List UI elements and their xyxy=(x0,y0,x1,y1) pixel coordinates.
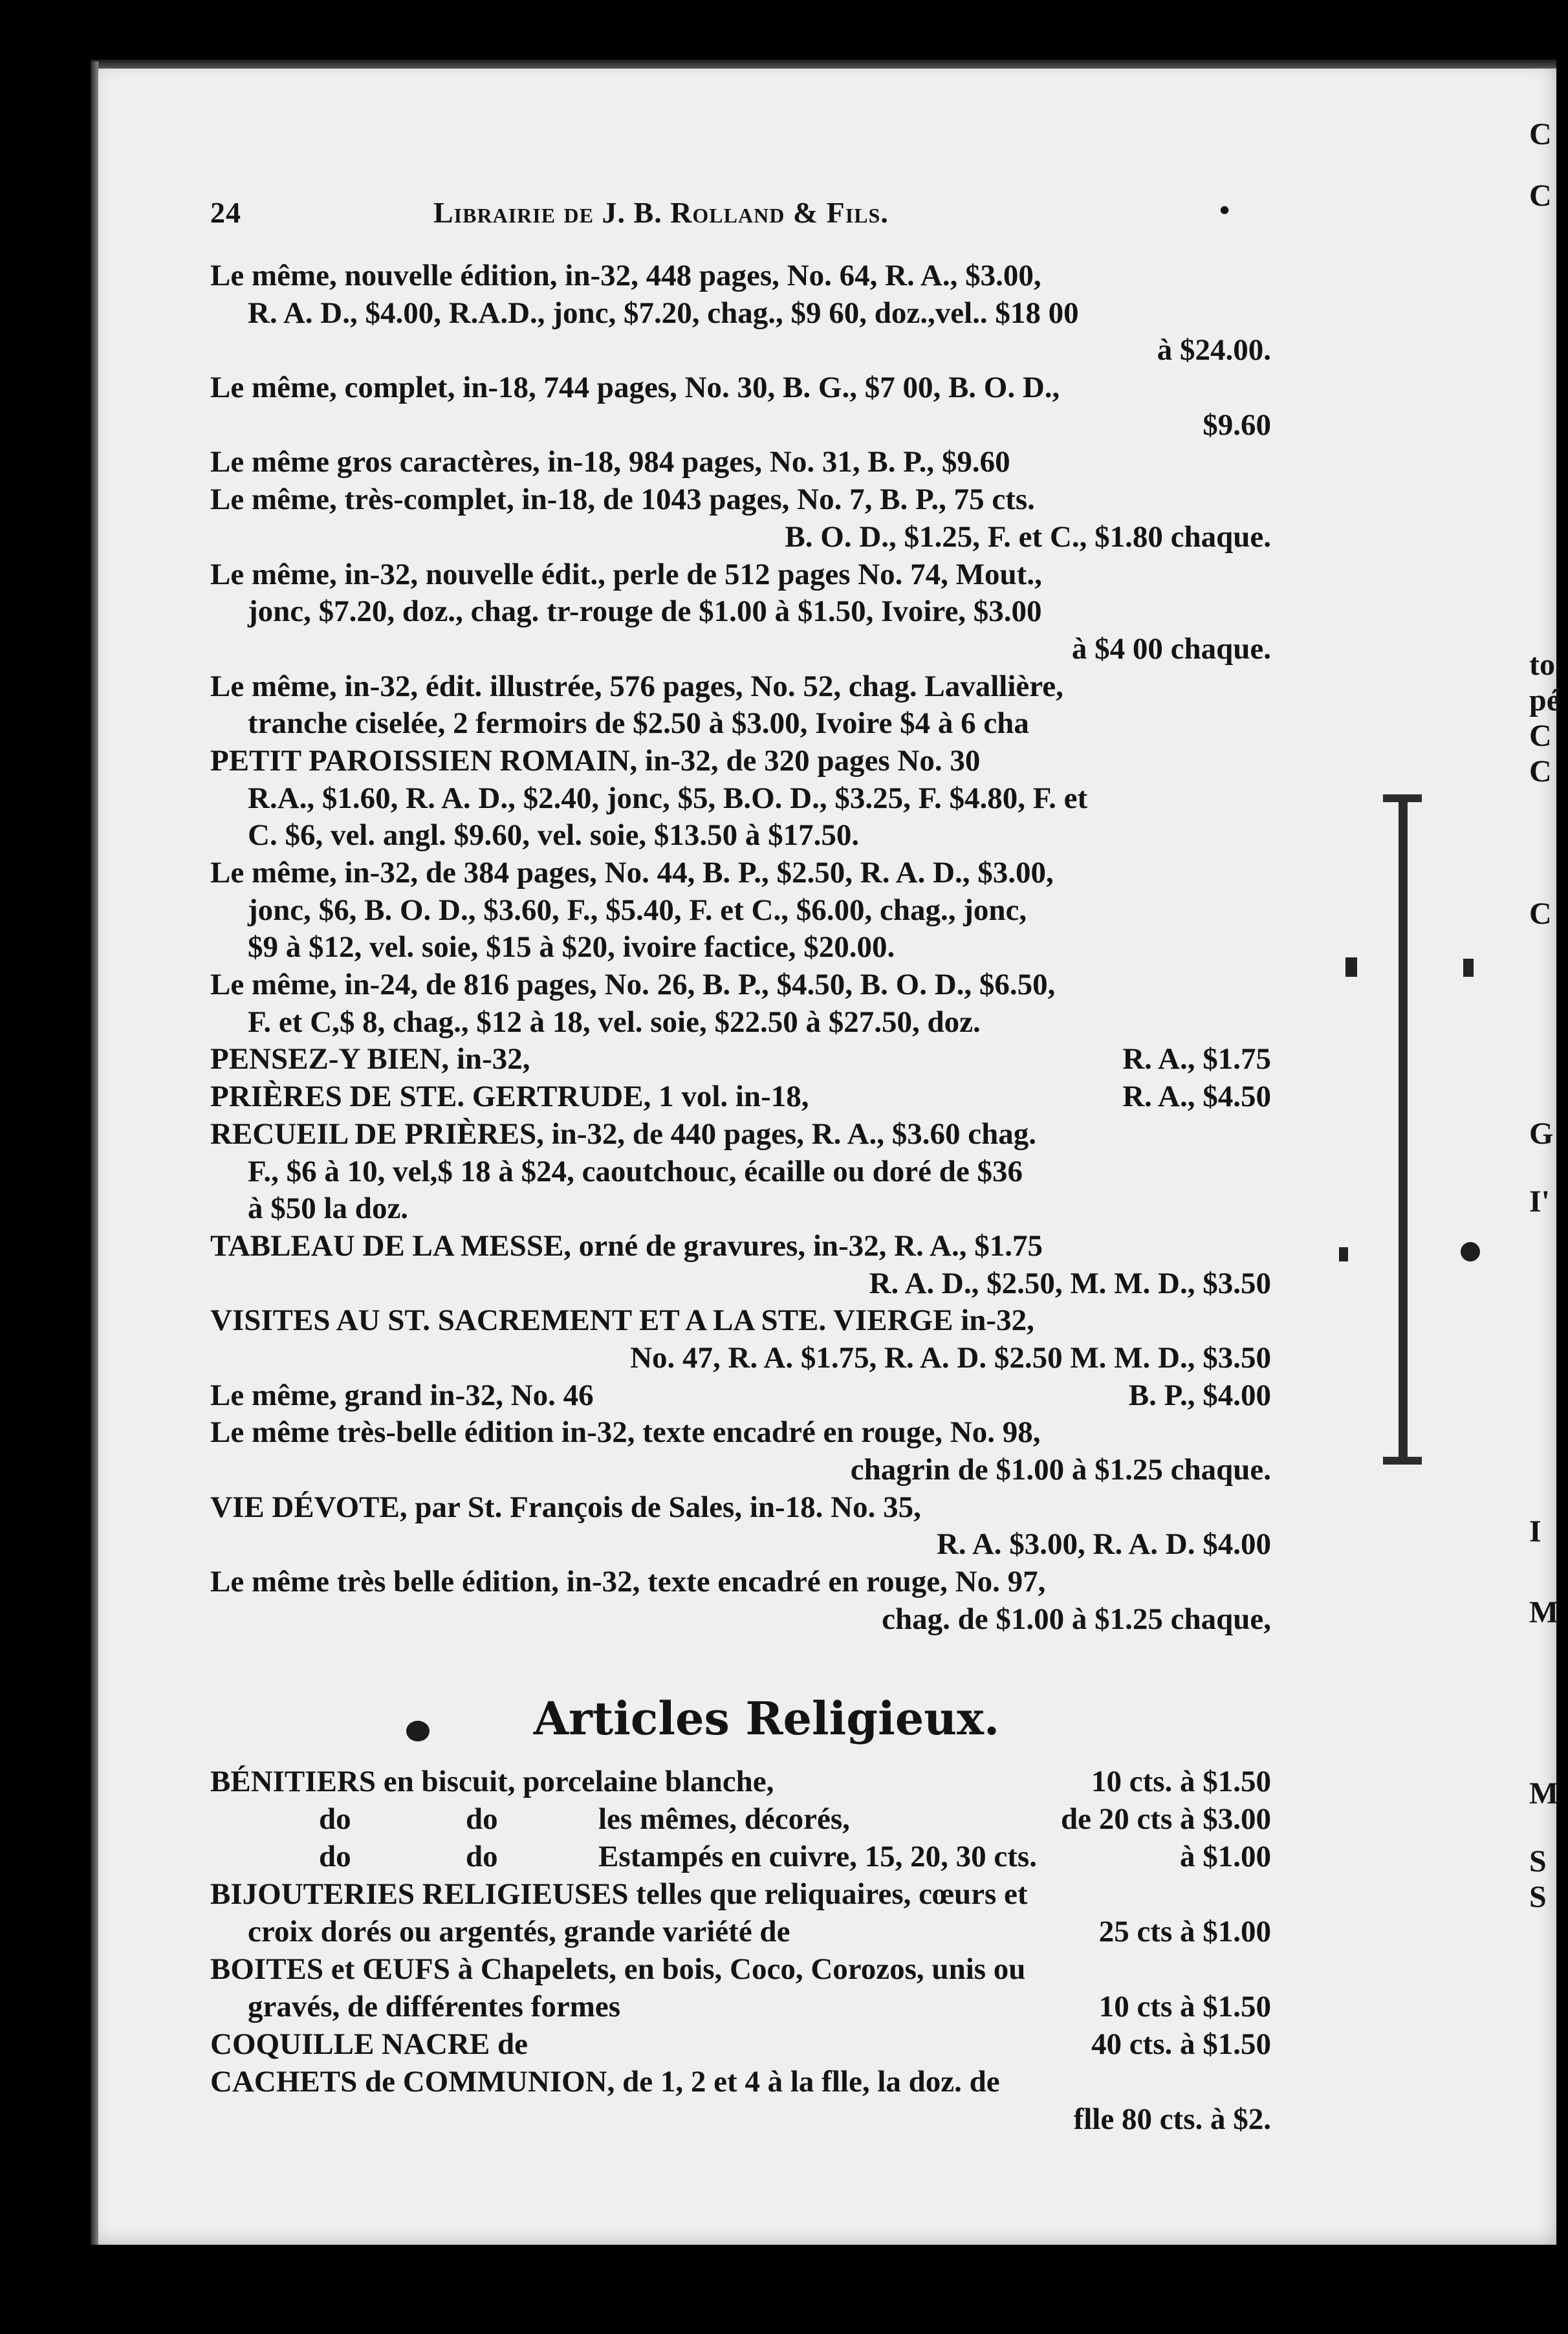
page-top-edge xyxy=(91,60,1556,69)
entry-line xyxy=(210,1340,1271,1377)
entry-text: Le même, in-32, nouvelle édit., perle de 512 pages No. 74, Mout., xyxy=(210,557,1042,591)
article-label: BÉNITIERS en biscuit, porcelaine blanche, xyxy=(210,1765,774,1798)
header-title: Librairie de J. B. Rolland & Fils. xyxy=(433,196,889,229)
margin-mark xyxy=(1463,959,1474,977)
edge-letter: C xyxy=(1529,117,1552,151)
edge-letter: M xyxy=(1529,1776,1559,1811)
edge-letter: C xyxy=(1529,719,1552,753)
edge-letter: I xyxy=(1529,1514,1541,1549)
entry-line xyxy=(210,705,1271,743)
entry-line xyxy=(210,593,1271,631)
margin-bar xyxy=(1399,802,1408,1462)
entry-line xyxy=(210,668,1271,706)
article-line xyxy=(210,1988,1271,2025)
entry-text: tranche ciselée, 2 fermoirs de $2.50 à $3.00, Ivoire $4 à 6 cha xyxy=(248,706,1029,741)
entry-line xyxy=(210,369,1271,407)
entry-line xyxy=(210,1190,1271,1228)
article-line xyxy=(210,2063,1271,2100)
entry-line xyxy=(210,1489,1271,1527)
entry-line xyxy=(210,1452,1271,1489)
entry-text: Le même, complet, in-18, 744 pages, No. 30, B. G., $7 00, B. O. D., xyxy=(210,371,1060,405)
entry-text: $9 à $12, vel. soie, $15 à $20, ivoire factice, $20.00. xyxy=(248,930,895,965)
article-price: flle 80 cts. à $2. xyxy=(1073,2102,1271,2136)
article-line xyxy=(210,1800,1271,1838)
entry-text: Le même, in-24, de 816 pages, No. 26, B. P., $4.50, B. O. D., $6.50, xyxy=(210,968,1056,1002)
entry-line xyxy=(210,929,1271,966)
entry-line xyxy=(210,295,1271,333)
margin-mark xyxy=(1345,957,1357,977)
entry-text: R. A. D., $4.00, R.A.D., jonc, $7.20, chag., $9 60, doz.,vel.. $18 00 xyxy=(248,296,1079,330)
article-label: COQUILLE NACRE de xyxy=(210,2027,528,2061)
edge-letter: G xyxy=(1529,1117,1554,1151)
entry-price: chagrin de $1.00 à $1.25 chaque. xyxy=(850,1453,1271,1487)
margin-bar-cap-bottom xyxy=(1383,1457,1422,1465)
article-line xyxy=(210,1913,1271,1950)
article-line xyxy=(210,1950,1271,1988)
entry-line xyxy=(210,556,1271,594)
scan-border-bottom xyxy=(0,2245,1556,2334)
entry-line xyxy=(210,1526,1271,1564)
entry-text: F., $6 à 10, vel,$ 18 à $24, caoutchouc, écaille ou doré de $36 xyxy=(248,1154,1023,1188)
entry-line xyxy=(210,631,1271,668)
article-label: BOITES et ŒUFS à Chapelets, en bois, Coco, Corozos, unis ou xyxy=(210,1952,1026,1986)
ditto-mark: do xyxy=(466,1840,498,1873)
entry-text: TABLEAU DE LA MESSE, orné de gravures, in-32, R. A., $1.75 xyxy=(210,1228,1043,1263)
entry-line xyxy=(210,519,1271,556)
entry-line xyxy=(210,1265,1271,1303)
entry-price: R. A. D., $2.50, M. M. D., $3.50 xyxy=(869,1266,1271,1300)
entry-text: Le même, grand in-32, No. 46 xyxy=(210,1378,594,1412)
entry-line xyxy=(210,1228,1271,1265)
entry-text: Le même, nouvelle édition, in-32, 448 pages, No. 64, R. A., $3.00, xyxy=(210,259,1041,292)
article-price: 10 cts. à $1.50 xyxy=(1091,1765,1271,1798)
entry-line xyxy=(210,817,1271,855)
entry-line xyxy=(210,780,1271,818)
entry-line xyxy=(210,1116,1271,1153)
entry-text: à $50 la doz. xyxy=(248,1192,409,1226)
article-line xyxy=(210,1838,1271,1875)
entry-line xyxy=(210,481,1271,519)
margin-mark xyxy=(1339,1247,1348,1261)
entry-text: RECUEIL DE PRIÈRES, in-32, de 440 pages, R. A., $3.60 chag. xyxy=(210,1117,1037,1151)
entry-line xyxy=(210,743,1271,780)
entry-text: VIE DÉVOTE, par St. François de Sales, in-18. No. 35, xyxy=(210,1490,921,1524)
entry-text: PENSEZ-Y BIEN, in-32, xyxy=(210,1042,530,1076)
header-dot: • xyxy=(1219,193,1231,226)
edge-letter: S xyxy=(1529,1844,1547,1879)
entry-line xyxy=(210,332,1271,369)
article-label: croix dorés ou argentés, grande variété de xyxy=(248,1915,790,1948)
edge-letter: C xyxy=(1529,179,1552,213)
edge-letter: S xyxy=(1529,1880,1547,1914)
edge-letter: C xyxy=(1529,897,1552,931)
entry-text: PRIÈRES DE STE. GERTRUDE, 1 vol. in-18, xyxy=(210,1080,809,1114)
entry-text: Le même gros caractères, in-18, 984 pages, No. 31, B. P., $9.60 xyxy=(210,445,1010,479)
entry-price: B. O. D., $1.25, F. et C., $1.80 chaque. xyxy=(785,519,1271,554)
entry-line xyxy=(210,1302,1271,1340)
section-heading: Articles Religieux. xyxy=(533,1692,1000,1745)
entry-price: No. 47, R. A. $1.75, R. A. D. $2.50 M. M. D., $3.50 xyxy=(630,1340,1271,1375)
entry-price: $9.60 xyxy=(1203,408,1271,442)
entry-text: Le même, in-32, de 384 pages, No. 44, B. P., $2.50, R. A. D., $3.00, xyxy=(210,856,1054,889)
entry-line xyxy=(210,1041,1271,1078)
entry-price: à $4 00 chaque. xyxy=(1071,631,1271,666)
article-desc: les mêmes, décorés, xyxy=(598,1802,850,1836)
entry-text: R.A., $1.60, R. A. D., $2.40, jonc, $5, B.O. D., $3.25, F. $4.80, F. et xyxy=(248,781,1088,815)
page-number: 24 xyxy=(210,196,241,229)
article-line xyxy=(210,1763,1271,1800)
entry-line xyxy=(210,966,1271,1004)
entry-line xyxy=(210,1078,1271,1116)
article-label: BIJOUTERIES RELIGIEUSES telles que reliquaires, cœurs et xyxy=(210,1877,1028,1911)
entry-text: PETIT PAROISSIEN ROMAIN, in-32, de 320 pages No. 30 xyxy=(210,743,981,778)
ditto-mark: do xyxy=(319,1840,351,1873)
entry-line xyxy=(210,257,1271,295)
article-desc: Estampés en cuivre, 15, 20, 30 cts. xyxy=(598,1840,1037,1873)
edge-letter: M xyxy=(1529,1595,1559,1630)
entry-text: F. et C,$ 8, chag., $12 à 18, vel. soie, $22.50 à $27.50, doz. xyxy=(248,1005,981,1039)
entry-line xyxy=(210,444,1271,481)
entry-line xyxy=(210,855,1271,892)
entry-text: C. $6, vel. angl. $9.60, vel. soie, $13.50 à $17.50. xyxy=(248,818,860,853)
entry-text: jonc, $7.20, doz., chag. tr-rouge de $1.00 à $1.50, Ivoire, $3.00 xyxy=(248,594,1042,629)
ditto-mark: do xyxy=(319,1802,351,1836)
article-line xyxy=(210,2100,1271,2138)
ditto-mark: do xyxy=(466,1802,498,1836)
article-label: CACHETS de COMMUNION, de 1, 2 et 4 à la flle, la doz. de xyxy=(210,2065,1000,2099)
entry-price: R. A., $1.75 xyxy=(1122,1042,1271,1076)
margin-blot xyxy=(1461,1242,1480,1261)
entry-line xyxy=(210,1414,1271,1452)
articles-list xyxy=(210,1763,1271,2138)
article-label: gravés, de différentes formes xyxy=(248,1990,621,2023)
entry-text: Le même, in-32, édit. illustrée, 576 pages, No. 52, chag. Lavallière, xyxy=(210,669,1063,703)
facing-page-edge xyxy=(1529,0,1568,2245)
entry-price: R. A. $3.00, R. A. D. $4.00 xyxy=(936,1527,1271,1562)
article-price: de 20 cts à $3.00 xyxy=(1060,1802,1271,1836)
entry-text: Le même, très-complet, in-18, de 1043 pages, No. 7, B. P., 75 cts. xyxy=(210,483,1035,517)
article-price: 10 cts à $1.50 xyxy=(1098,1990,1271,2023)
edge-letter: I' xyxy=(1529,1184,1551,1219)
edge-letter: C xyxy=(1529,754,1552,789)
catalog-entries xyxy=(210,257,1271,1638)
entry-line xyxy=(210,1004,1271,1042)
entry-text: jonc, $6, B. O. D., $3.60, F., $5.40, F. et C., $6.00, chag., jonc, xyxy=(248,893,1027,927)
entry-price: R. A., $4.50 xyxy=(1122,1080,1271,1114)
entry-text: Le même très-belle édition in-32, texte encadré en rouge, No. 98, xyxy=(210,1415,1041,1450)
entry-line xyxy=(210,1601,1271,1639)
page-left-edge xyxy=(91,61,98,2245)
entry-text: Le même très belle édition, in-32, texte encadré en rouge, No. 97, xyxy=(210,1565,1046,1599)
entry-line xyxy=(210,892,1271,930)
entry-text: VISITES AU ST. SACREMENT ET A LA STE. VIERGE in-32, xyxy=(210,1303,1034,1338)
edge-letter: pé xyxy=(1529,683,1560,717)
running-header xyxy=(210,195,1284,234)
article-price: à $1.00 xyxy=(1180,1840,1271,1873)
entry-line xyxy=(210,1153,1271,1191)
article-price: 40 cts. à $1.50 xyxy=(1091,2027,1271,2061)
article-price: 25 cts à $1.00 xyxy=(1098,1915,1271,1948)
entry-price: chag. de $1.00 à $1.25 chaque, xyxy=(882,1602,1271,1636)
entry-price: à $24.00. xyxy=(1157,333,1271,367)
entry-line xyxy=(210,1564,1271,1601)
entry-line xyxy=(210,1377,1271,1415)
margin-bar-cap-top xyxy=(1383,794,1422,802)
edge-letter: to xyxy=(1529,648,1555,682)
article-line xyxy=(210,2025,1271,2063)
entry-line xyxy=(210,407,1271,444)
article-line xyxy=(210,1875,1271,1913)
entry-price: B. P., $4.00 xyxy=(1128,1378,1271,1412)
